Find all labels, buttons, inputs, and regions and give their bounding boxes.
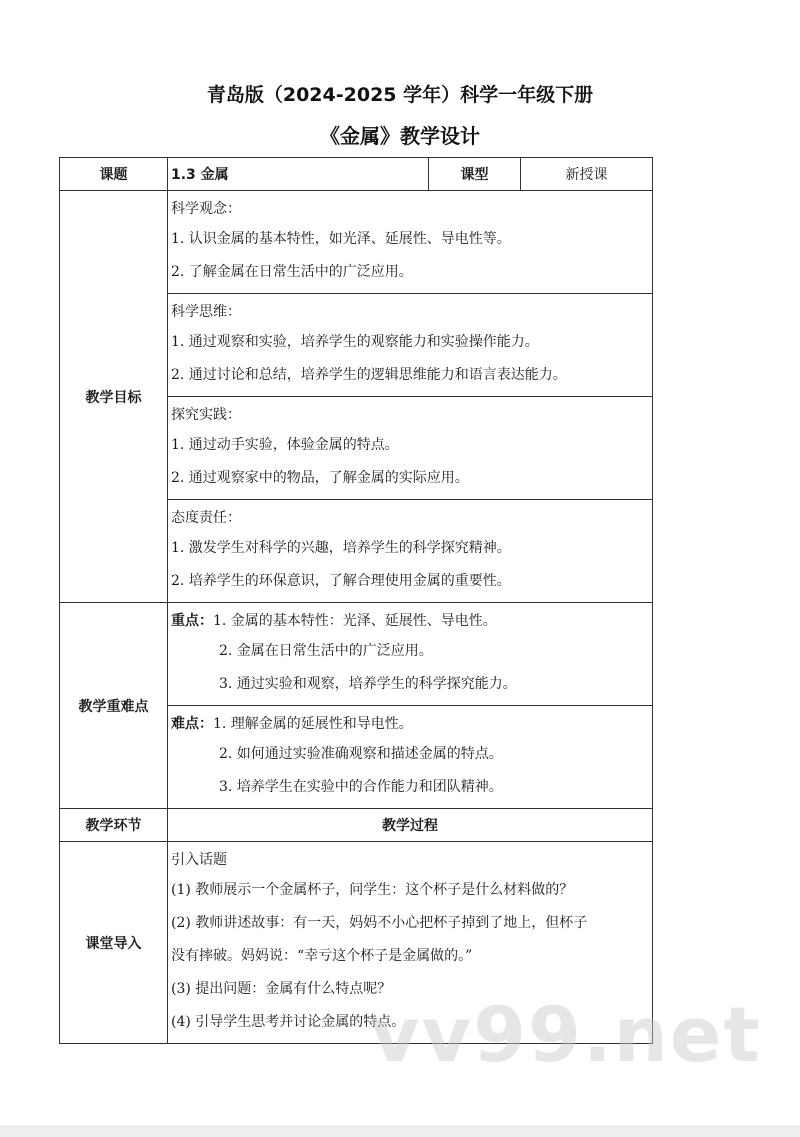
objective-item: 2. 通过讨论和总结，培养学生的逻辑思维能力和语言表达能力。	[171, 367, 567, 383]
process-header-row	[60, 809, 653, 842]
document-title: 青岛版（2024-2025 学年）科学一年级下册	[206, 84, 594, 106]
objectives-section	[168, 500, 653, 603]
objective-item: 2. 了解金属在日常生活中的广泛应用。	[171, 264, 413, 280]
difficulty-item: 2. 如何通过实验准确观察和描述金属的特点。	[219, 746, 503, 762]
intro-line: (3) 提出问题：金属有什么特点呢？	[171, 981, 392, 997]
objective-item: 2. 通过观察家中的物品，了解金属的实际应用。	[171, 470, 469, 486]
focus-item: 1. 金属的基本特性：光泽、延展性、导电性。	[213, 613, 497, 629]
difficulty-item: 3. 培养学生在实验中的合作能力和团队精神。	[219, 779, 503, 795]
difficulty-section	[168, 706, 653, 809]
objectives-section	[168, 397, 653, 500]
focus-item: 2. 金属在日常生活中的广泛应用。	[219, 643, 433, 659]
objective-heading: 态度责任：	[171, 510, 241, 526]
intro-line: 引入话题	[171, 852, 227, 868]
objectives-section	[168, 294, 653, 397]
type-value: 新授课	[521, 158, 653, 191]
topic-row	[60, 158, 653, 191]
topic-value: 1.3 金属	[171, 167, 229, 183]
stage-label: 教学环节	[60, 809, 168, 842]
key-points-label: 教学重难点	[60, 603, 168, 809]
objective-item: 1. 认识金属的基本特性，如光泽、延展性、导电性等。	[171, 231, 511, 247]
key-points-row	[60, 603, 653, 706]
objective-item: 1. 激发学生对科学的兴趣，培养学生的科学探究精神。	[171, 540, 511, 556]
intro-line: (2) 教师讲述故事：有一天，妈妈不小心把杯子掉到了地上，但杯子	[171, 915, 588, 931]
objectives-section	[168, 191, 653, 294]
document-subtitle: 《金属》教学设计	[320, 124, 480, 148]
topic-label: 课题	[60, 158, 168, 191]
objective-heading: 科学思维：	[171, 304, 241, 320]
watermark: vv99.net	[370, 990, 762, 1079]
objective-heading: 科学观念：	[171, 201, 241, 217]
focus-section	[168, 603, 653, 706]
page-bottom-strip	[0, 1125, 800, 1137]
difficulty-item: 1. 理解金属的延展性和导电性。	[213, 716, 413, 732]
difficulty-line	[171, 710, 648, 738]
process-label: 教学过程	[168, 809, 653, 842]
objective-heading: 探究实践：	[171, 407, 241, 423]
focus-tag: 重点：	[171, 613, 213, 629]
objectives-row	[60, 191, 653, 294]
focus-item: 3. 通过实验和观察，培养学生的科学探究能力。	[219, 676, 517, 692]
intro-label: 课堂导入	[60, 842, 168, 1044]
objectives-label: 教学目标	[60, 191, 168, 603]
intro-line: (1) 教师展示一个金属杯子，问学生：这个杯子是什么材料做的？	[171, 882, 574, 898]
intro-line: (4) 引导学生思考并讨论金属的特点。	[171, 1014, 406, 1030]
objective-item: 1. 通过动手实验，体验金属的特点。	[171, 437, 399, 453]
objective-item: 1. 通过观察和实验，培养学生的观察能力和实验操作能力。	[171, 334, 539, 350]
intro-line: 没有摔破。妈妈说：“幸亏这个杯子是金属做的。”	[171, 948, 473, 964]
type-label: 课型	[429, 158, 521, 191]
lesson-plan-table	[59, 157, 653, 1044]
focus-line	[171, 607, 648, 635]
difficulty-tag: 难点：	[171, 716, 213, 732]
objective-item: 2. 培养学生的环保意识，了解合理使用金属的重要性。	[171, 573, 511, 589]
topic-value-cell	[168, 158, 429, 191]
